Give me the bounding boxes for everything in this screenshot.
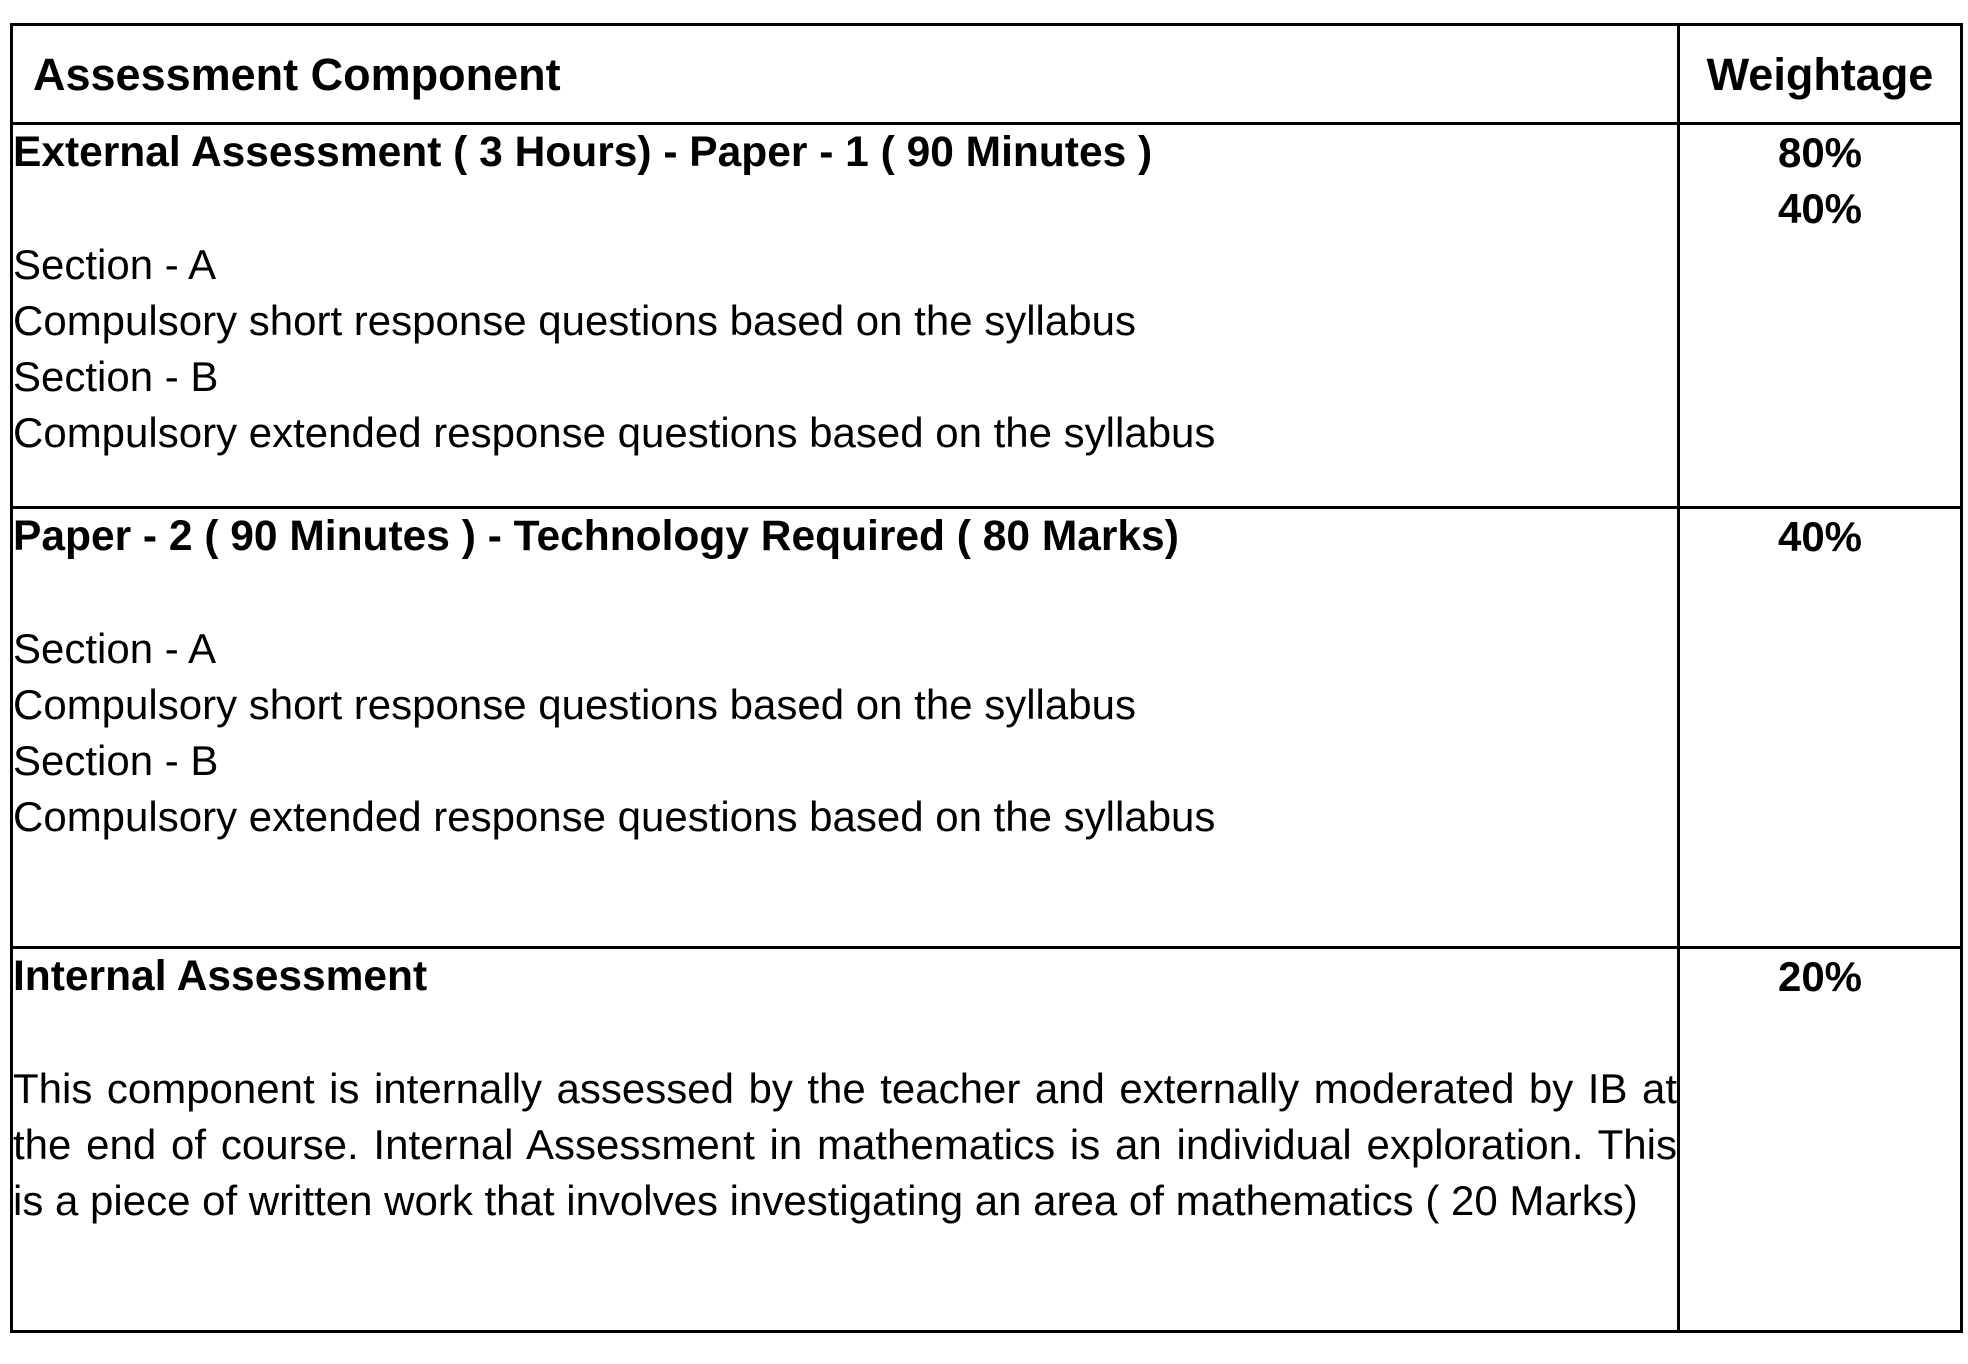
weightage-value: 40% (1777, 185, 1863, 232)
table-row (12, 508, 1962, 948)
weightage-cell (1679, 948, 1962, 1332)
component-cell (12, 508, 1679, 948)
component-cell (12, 948, 1679, 1332)
section-label: Section - A (13, 241, 217, 288)
weightage-cell (1679, 508, 1962, 948)
row-title: Internal Assessment (13, 953, 428, 1000)
weightage-value: 40% (1777, 513, 1863, 560)
section-description: Compulsory short response questions based on the syllabus (13, 681, 1136, 728)
row-title: Paper - 2 ( 90 Minutes ) - Technology Required ( 80 Marks) (13, 513, 1179, 560)
assessment-table (10, 23, 1963, 1333)
section-label: Section - B (13, 353, 219, 400)
header-assessment-component: Assessment Component (12, 25, 1679, 124)
table-header-row (12, 25, 1962, 124)
component-cell (12, 124, 1679, 508)
section-description: Compulsory extended response questions based on the syllabus (13, 793, 1216, 840)
table-row (12, 124, 1962, 508)
weightage-cell (1679, 124, 1962, 508)
section-label: Section - A (13, 625, 217, 672)
section-label: Section - B (13, 737, 219, 784)
header-weightage: Weightage (1679, 25, 1962, 124)
section-description: Compulsory short response questions based on the syllabus (13, 297, 1136, 344)
section-description: Compulsory extended response questions based on the syllabus (13, 409, 1216, 456)
internal-assessment-description: This component is internally assessed by the teacher and externally moderated by IB at the end of course. Internal Assessment in mathematics is an individual exploration. This is a piece of written work that involves investigating an area of mathematics ( 20 Marks) (13, 1065, 1677, 1224)
weightage-value: 80% (1777, 129, 1863, 176)
table-row (12, 948, 1962, 1332)
row-title: External Assessment ( 3 Hours) - Paper - 1 ( 90 Minutes ) (13, 129, 1153, 176)
weightage-value: 20% (1777, 953, 1863, 1000)
